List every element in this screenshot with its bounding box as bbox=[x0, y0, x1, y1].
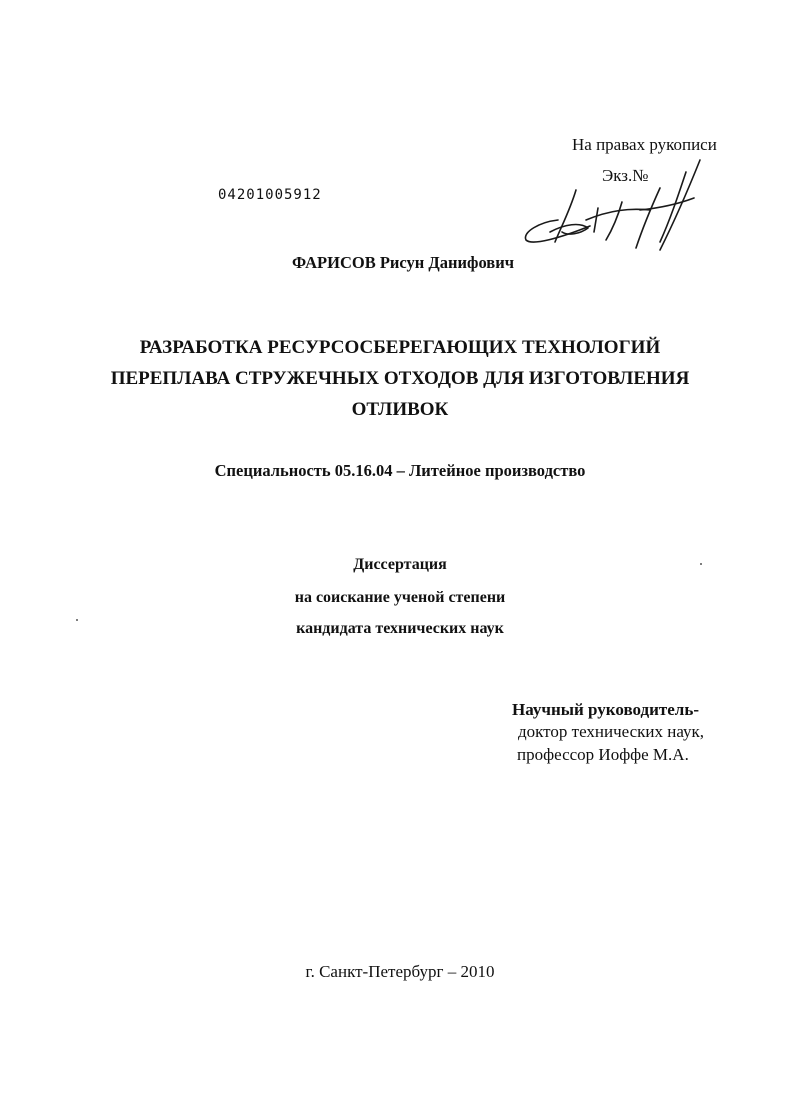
specialty: Специальность 05.16.04 – Литейное производство bbox=[214, 461, 586, 480]
degree-line-2: кандидата технических наук bbox=[296, 620, 504, 637]
handwritten-signature bbox=[510, 150, 740, 265]
supervisor-name: профессор Иоффе М.А. bbox=[517, 745, 689, 764]
rights-note: На правах рукописи bbox=[572, 135, 717, 154]
supervisor-degree: доктор технических наук, bbox=[518, 722, 705, 741]
dissertation-label: Диссертация bbox=[353, 556, 447, 573]
copy-number-label: Экз.№ bbox=[602, 166, 649, 185]
title-line-1: РАЗРАБОТКА РЕСУРСОСБЕРЕГАЮЩИХ ТЕХНОЛОГИЙ bbox=[139, 337, 661, 358]
degree-line-1: на соискание ученой степени bbox=[294, 589, 506, 606]
title-line-2: ПЕРЕПЛАВА СТРУЖЕЧНЫХ ОТХОДОВ ДЛЯ ИЗГОТОВЛЕНИЯ bbox=[110, 368, 690, 389]
title-line-3: ОТЛИВОК bbox=[351, 399, 449, 420]
author-name: ФАРИСОВ Рисун Данифович bbox=[292, 253, 515, 272]
scan-speck bbox=[700, 563, 702, 565]
registration-number: 04201005912 bbox=[218, 187, 322, 203]
supervisor-heading: Научный руководитель- bbox=[512, 700, 699, 719]
city-year: г. Санкт-Петербург – 2010 bbox=[305, 962, 495, 981]
scan-speck bbox=[76, 619, 78, 621]
